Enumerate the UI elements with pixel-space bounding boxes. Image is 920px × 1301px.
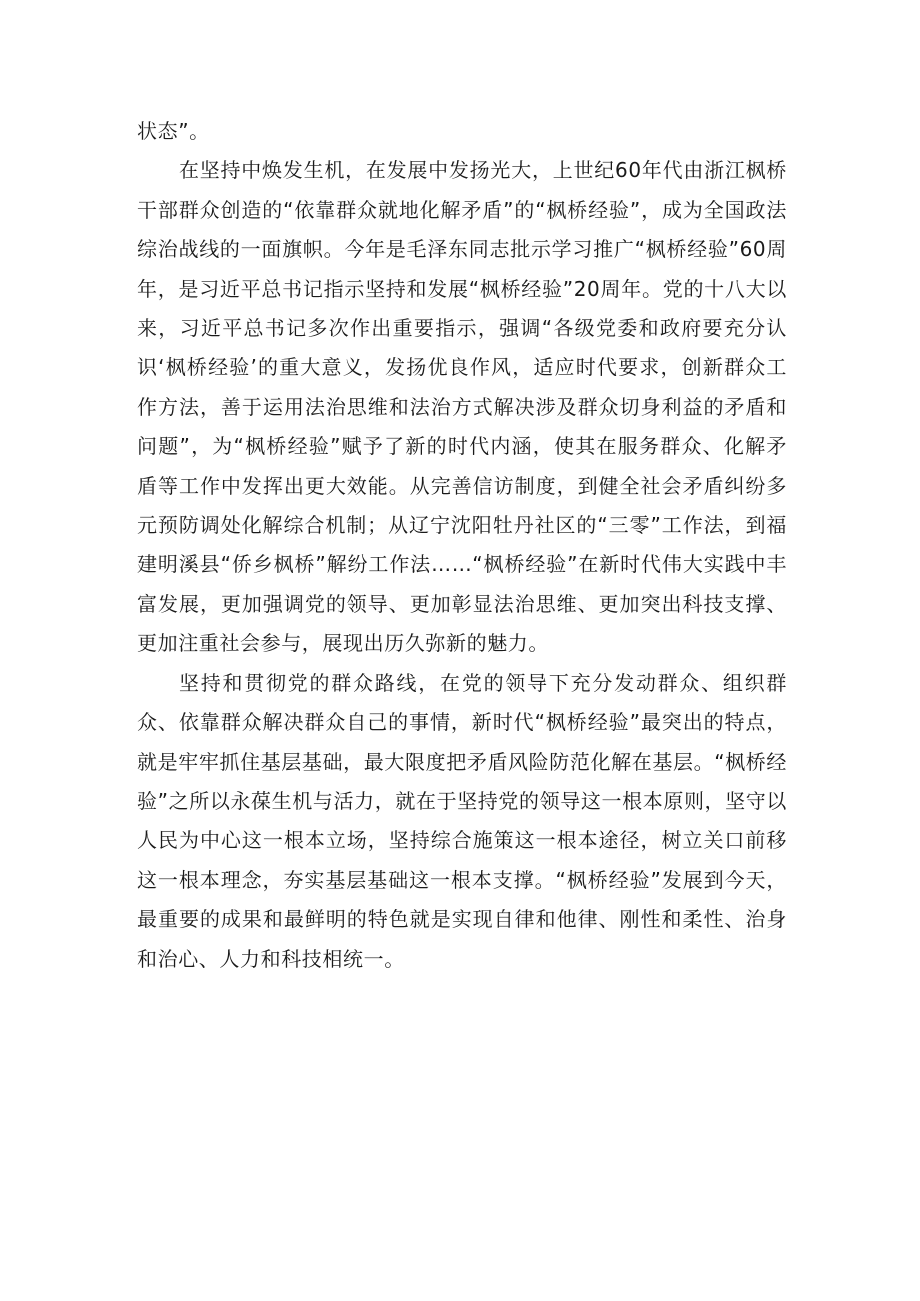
paragraph-mass-line: 坚持和贯彻党的群众路线，在党的领导下充分发动群众、组织群众、依靠群众解决群众自己的事情，新时代“枫桥经验”最突出的特点，就是牢牢抓住基层基础，最大限度把矛盾风险防范化解在基层。“枫桥经验”之所以永葆生机与活力，就在于坚持党的领导这一根本原则，坚守以人民为中心这一根本立场，坚持综合施策这一根本途径，树立关口前移这一根本理念，夯实基层基础这一根本支撑。“枫桥经验”发展到今天，最重要的成果和最鲜明的特色就是实现自律和他律、刚性和柔性、治身和治心、人力和科技相统一。 xyxy=(137,670,787,971)
paragraph-fengqiao-history: 在坚持中焕发生机，在发展中发扬光大，上世纪60年代由浙江枫桥干部群众创造的“依靠群众就地化解矛盾”的“枫桥经验”，成为全国政法综治战线的一面旗帜。今年是毛泽东同志批示学习推广“枫桥经验”60周年，是习近平总书记指示坚持和发展“枫桥经验”20周年。党的十八大以来，习近平总书记多次作出重要指示，强调“各级党委和政府要充分认识‘枫桥经验’的重大意义，发扬优良作风，适应时代要求，创新群众工作方法，善于运用法治思维和法治方式解决涉及群众切身利益的矛盾和问题”，为“枫桥经验”赋予了新的时代内涵，使其在服务群众、化解矛盾等工作中发挥出更大效能。从完善信访制度，到健全社会矛盾纠纷多元预防调处化解综合机制；从辽宁沈阳牡丹社区的“三零”工作法，到福建明溪县“侨乡枫桥”解纷工作法……“枫桥经验”在新时代伟大实践中丰富发展，更加强调党的领导、更加彰显法治思维、更加突出科技支撑、更加注重社会参与，展现出历久弥新的魅力。 xyxy=(137,158,788,656)
paragraph-continuation: 状态”。 xyxy=(137,119,210,143)
document-body xyxy=(137,112,787,979)
